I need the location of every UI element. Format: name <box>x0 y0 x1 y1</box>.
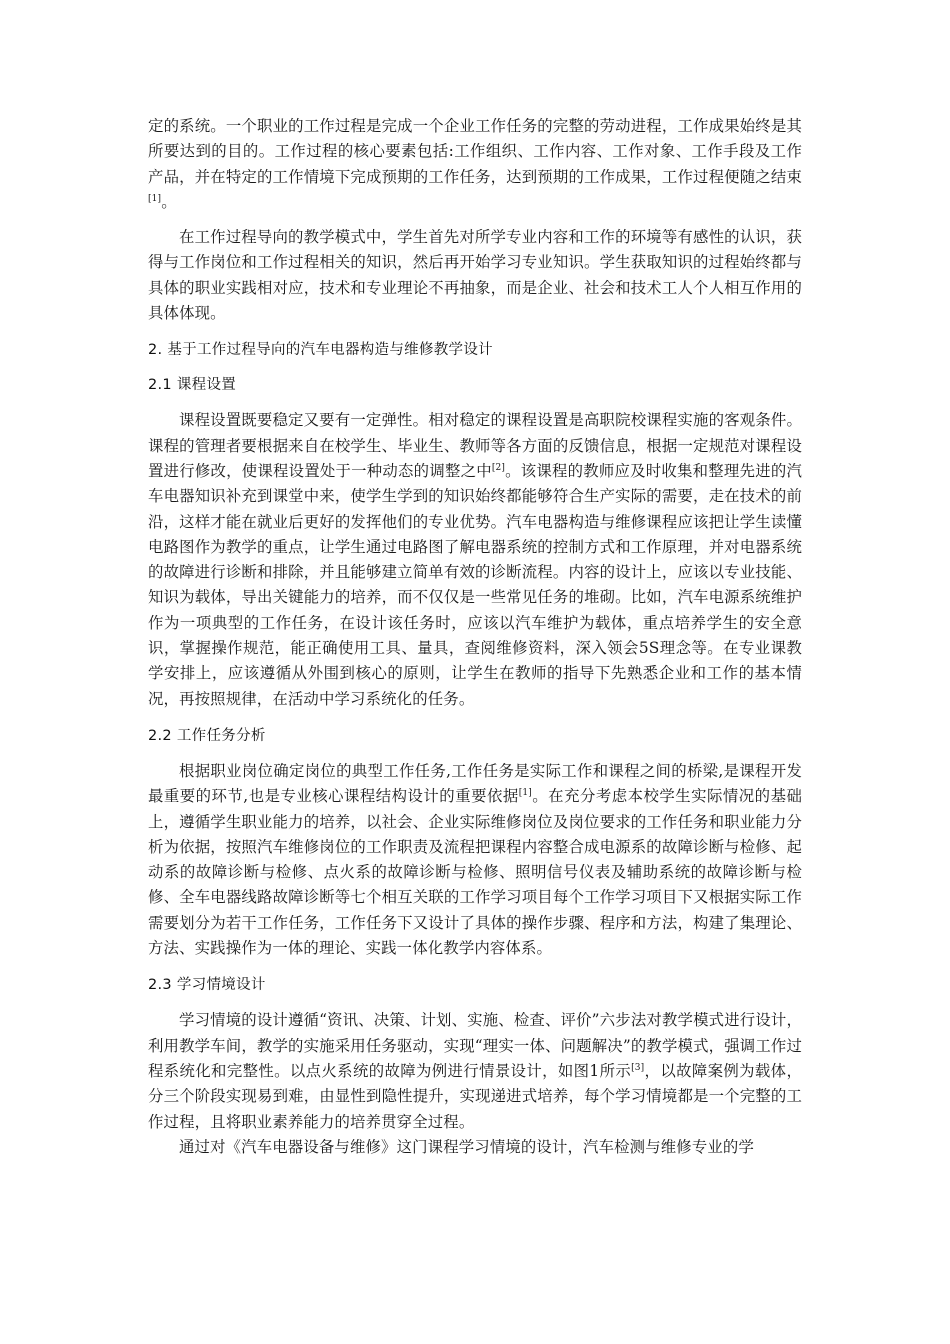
paragraph-course-summary <box>148 1135 802 1160</box>
section-heading-2-2: 2.2 工作任务分析 <box>148 727 266 744</box>
paragraph-text: 通过对《汽车电器设备与维修》这门课程学习情境的设计，汽车检测与维修专业的学 <box>179 1137 755 1156</box>
section-heading-2-1: 2.1 课程设置 <box>148 377 237 394</box>
paragraph-text: 课程设置既要稳定又要有一定弹性。相对稳定的课程设置是高职院校课程实施的客观条件。课程的管理者要根据来自在校学生、毕业生、教师等各方面的反馈信息，根据一定规范对课程设置进行修改，使课程设置处于一种动态的调整之中 <box>148 411 802 480</box>
citation-ref: [2] <box>491 462 506 473</box>
paragraph-text: 根据职业岗位确定岗位的典型工作任务,工作任务是实际工作和课程之间的桥梁,是课程开发最重要的环节,也是专业核心课程结构设计的重要依据 <box>148 761 802 806</box>
citation-ref: [3] <box>631 1062 645 1073</box>
spacer <box>148 215 802 225</box>
section-heading-2-3: 2.3 学习情境设计 <box>148 977 266 994</box>
paragraph-text: 。 <box>161 192 177 211</box>
paragraph-text: 在工作过程导向的教学模式中，学生首先对所学专业内容和工作的环境等有感性的认识，获得与工作岗位和工作过程相关的知识，然后再开始学习专业知识。学生获取知识的过程始终都与具体的职业实践相对应，技术和专业理论不再抽象，而是企业、社会和技术工人个人相互作用的具体体现。 <box>148 228 802 323</box>
spacer <box>148 749 802 759</box>
section-heading-2: 2. 基于工作过程导向的汽车电器构造与维修教学设计 <box>148 342 493 359</box>
paragraph-work-process-definition <box>148 114 802 215</box>
document-page <box>148 114 802 1160</box>
spacer <box>148 961 802 973</box>
paragraph-text: ，以故障案例为载体，分三个阶段实现易到难，由显性到隐性提升，实现递进式培养，每个学习情境都是一个完整的工作过程，且将职业素养能力的培养贯穿全过程。 <box>148 1061 802 1131</box>
paragraph-text: 定的系统。一个职业的工作过程是完成一个企业工作任务的完整的劳动进程，工作成果始终是其所要达到的目的。工作过程的核心要素包括:工作组织、工作内容、工作对象、工作手段及工作产品，并在特定的工作情境下完成预期的工作任务，达到预期的工作成果，工作过程便随之结束 <box>148 117 802 186</box>
spacer <box>148 712 802 724</box>
paragraph-text: 。该课程的教师应及时收集和整理先进的汽车电器知识补充到课堂中来，使学生学到的知识始终都能够符合生产实际的需要，走在技术的前沿，这样才能在就业后更好的发挥他们的专业优势。汽车电器构造与维修课程应该把让学生读懂电路图作为教学的重点，让学生通过电路图了解电器系统的控制方式和工作原理，并对电器系统的故障进行诊断和排除，并且能够建立简单有效的诊断流程。内容的设计上，应该以专业技能、知识为载体，导出关键能力的培养，而不仅仅是一些常见任务的堆砌。比如，汽车电源系统维护作为一项典型的工作任务，在设计该任务时，应该以汽车维护为载体，重点培养学生的安全意识，掌握操作规范，能正确使用工具、量具，查阅维修资料，深入领会5S理念等。在专业课教学安排上，应该遵循从外围到核心的原则，让学生在教师的指导下先熟悉企业和工作的基本情况，再按照规律，在活动中学习系统化的任务。 <box>148 461 802 708</box>
paragraph-task-analysis <box>148 759 802 961</box>
spacer <box>148 398 802 408</box>
citation-ref: [1] <box>148 193 162 204</box>
paragraph-course-setting <box>148 408 802 712</box>
spacer <box>148 326 802 338</box>
paragraph-situation-design <box>148 1008 802 1134</box>
spacer <box>148 363 802 373</box>
spacer <box>148 998 802 1008</box>
paragraph-teaching-model <box>148 225 802 326</box>
citation-ref: [1] <box>518 788 532 799</box>
paragraph-text: 学习情境的设计遵循“资讯、决策、计划、实施、检查、评价”六步法对教学模式进行设计，利用教学车间，教学的实施采用任务驱动，实现“理实一体、问题解决”的教学模式，强调工作过程系统化和完整性。以点火系统的故障为例进行情景设计，如图1所示 <box>148 1011 802 1080</box>
paragraph-text: 。在充分考虑本校学生实际情况的基础上，遵循学生职业能力的培养，以社会、企业实际维修岗位及岗位要求的工作任务和职业能力分析为依据，按照汽车维修岗位的工作职责及流程把课程内容整合成电源系的故障诊断与检修、起动系的故障诊断与检修、点火系的故障诊断与检修、照明信号仪表及辅助系统的故障诊断与检修、全车电器线路故障诊断等七个相互关联的工作学习项目每个工作学习项目下又根据实际工作需要划分为若干工作任务，工作任务下又设计了具体的操作步骤、程序和方法，构建了集理论、方法、实践操作为一体的理论、实践一体化教学内容体系。 <box>148 787 802 958</box>
